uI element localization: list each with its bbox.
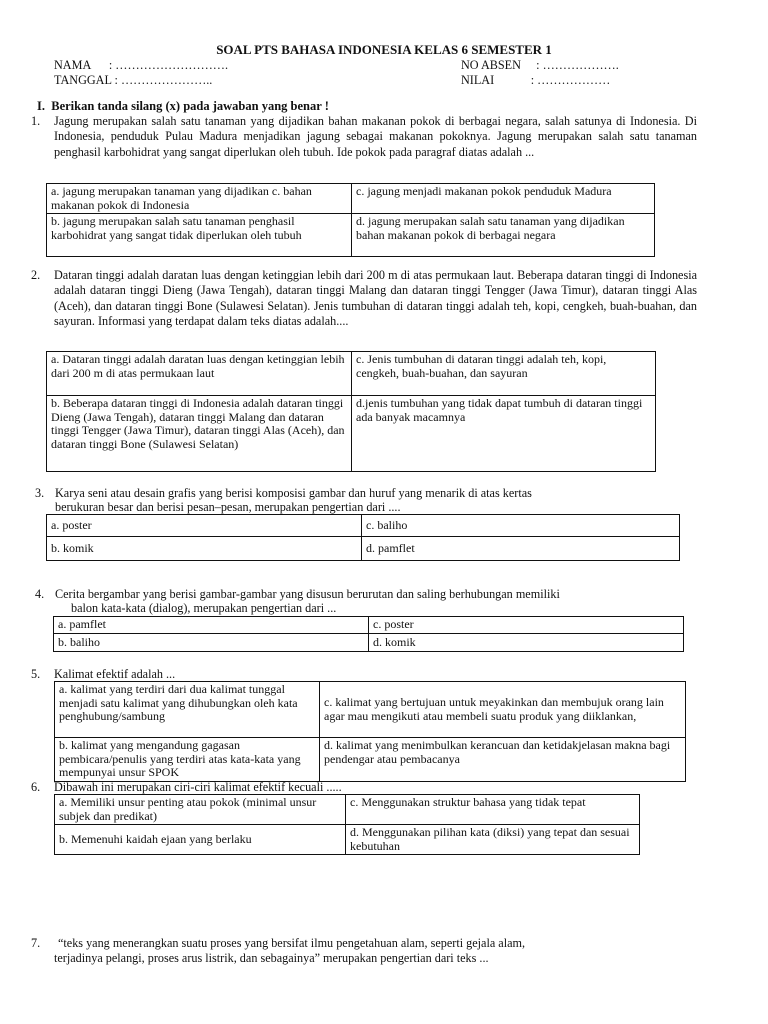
option-b[interactable]: b. Beberapa dataran tinggi di Indonesia adalah dataran tinggi Dieng (Jawa Tengah), dataran tinggi Malang dan dataran tinggi Tengger (Jawa Timur), dataran tinggi Alas (Aceh), dan dataran tinggi Bone (Sulawesi Selatan) [47, 396, 352, 472]
option-c[interactable]: c. jagung menjadi makanan pokok penduduk Madura [352, 184, 655, 214]
option-d[interactable]: d. Menggunakan pilihan kata (diksi) yang tepat dan sesuai kebutuhan [346, 825, 640, 855]
question-number: 1. [31, 114, 41, 128]
question-number: 2. [31, 268, 41, 282]
answer-table [46, 514, 680, 561]
option-a[interactable]: a. Memiliki unsur penting atau pokok (minimal unsur subjek dan predikat) [55, 795, 346, 825]
score-field: NILAI : ……………… [461, 73, 611, 87]
option-b[interactable]: b. jagung merupakan salah satu tanaman penghasil karbohidrat yang sangat tidak diperlukan oleh tubuh [47, 214, 352, 257]
option-d[interactable]: d. jagung merupakan salah satu tanaman yang dijadikan bahan makanan pokok di berbagai negara [352, 214, 655, 257]
option-d[interactable]: d. pamflet [362, 537, 680, 561]
page-title: SOAL PTS BAHASA INDONESIA KELAS 6 SEMESTER 1 [216, 42, 552, 57]
option-c[interactable]: c. baliho [362, 515, 680, 537]
question-text-line: berukuran besar dan berisi pesan–pesan, merupakan pengertian dari .... [55, 500, 401, 514]
option-c[interactable]: c. Jenis tumbuhan di dataran tinggi adalah teh, kopi, cengkeh, buah-buahan, dan sayuran [352, 352, 656, 396]
option-a[interactable]: a. pamflet [54, 617, 369, 634]
answer-table [46, 183, 655, 257]
question-text-line: terjadinya pelangi, proses arus listrik, dan sebagainya” merupakan pengertian dari teks ... [54, 951, 489, 965]
option-a[interactable]: a. jagung merupakan tanaman yang dijadikan c. bahan makanan pokok di Indonesia [47, 184, 352, 214]
section-heading [37, 99, 329, 114]
answer-table [54, 681, 686, 782]
question-text: Jagung merupakan salah satu tanaman yang dijadikan bahan makanan pokok di berbagai negara, salah satunya di Indonesia. Di Indonesia, penduduk Pulau Madura menjadikan jagung sebagai makanan pokoknya. Jagung merupakan salah satu tanaman penghasil karbohidrat yang sangat diperlukan oleh tubuh. Ide pokok pada paragraf diatas adalah ... [54, 114, 697, 159]
question-number: 7. [31, 936, 41, 950]
option-a[interactable]: a. kalimat yang terdiri dari dua kalimat tunggal menjadi satu kalimat yang dihubungkan oleh kata penghubung/sambung [55, 682, 320, 738]
option-c[interactable]: c. kalimat yang bertujuan untuk meyakinkan dan membujuk orang lain agar mau mengikuti atau membeli suatu produk yang diiklankan, [320, 682, 686, 738]
question-text-line: Karya seni atau desain grafis yang berisi komposisi gambar dan huruf yang menarik di atas kertas [55, 486, 532, 500]
question-number: 6. [31, 780, 41, 794]
option-d[interactable]: d.jenis tumbuhan yang tidak dapat tumbuh di dataran tinggi ada banyak macamnya [352, 396, 656, 472]
question-text: Dibawah ini merupakan ciri-ciri kalimat efektif kecuali ..... [54, 780, 342, 794]
question-text-line: Cerita bergambar yang berisi gambar-gambar yang disusun berurutan dan saling berhubungan memiliki [55, 587, 560, 601]
question-text-line: “teks yang menerangkan suatu proses yang bersifat ilmu pengetahuan alam, seperti gejala alam, [58, 936, 526, 950]
option-d[interactable]: d. komik [369, 634, 684, 652]
section-number: I. [37, 99, 45, 113]
attendance-number-field: NO ABSEN : ………………. [461, 58, 619, 72]
option-c[interactable]: c. Menggunakan struktur bahasa yang tidak tepat [346, 795, 640, 825]
option-a[interactable]: a. Dataran tinggi adalah daratan luas dengan ketinggian lebih dari 200 m di atas permukaan laut [47, 352, 352, 396]
question-number: 5. [31, 667, 41, 681]
option-b[interactable]: b. baliho [54, 634, 369, 652]
answer-table [54, 794, 640, 855]
option-c[interactable]: c. poster [369, 617, 684, 634]
option-d[interactable]: d. kalimat yang menimbulkan kerancuan dan ketidakjelasan makna bagi pendengar atau pembacanya [320, 738, 686, 782]
option-b[interactable]: b. kalimat yang mengandung gagasan pembicara/penulis yang terdiri atas kata-kata yang mempunyai unsur SPOK [55, 738, 320, 782]
question-text: Dataran tinggi adalah daratan luas dengan ketinggian lebih dari 200 m di atas permukaan laut. Beberapa dataran tinggi di Indonesia adalah dataran tinggi Dieng (Jawa Tengah), dataran tinggi Malang dan dataran tinggi Tengger (Jawa Timur), dataran tinggi Alas (Aceh), dan dataran tinggi Bone (Sulawesi Selatan). Jenis tumbuhan di dataran tinggi adalah teh, kopi, cengkeh, buah-buahan, dan sayuran. Informasi yang terdapat dalam teks diatas adalah.... [54, 268, 697, 329]
question-text-line: balon kata-kata (dialog), merupakan pengertian dari ... [71, 601, 337, 615]
answer-table [46, 351, 656, 472]
question-number: 3. [35, 486, 45, 500]
question-text: Kalimat efektif adalah ... [54, 667, 176, 681]
option-a[interactable]: a. poster [47, 515, 362, 537]
date-field: TANGGAL : ………………….. [54, 73, 213, 87]
question-number: 4. [35, 587, 45, 601]
name-field: NAMA : ………………………. [54, 58, 229, 72]
option-b[interactable]: b. komik [47, 537, 362, 561]
option-b[interactable]: b. Memenuhi kaidah ejaan yang berlaku [55, 825, 346, 855]
answer-table [53, 616, 684, 652]
section-instruction: Berikan tanda silang (x) pada jawaban yang benar ! [51, 99, 329, 113]
